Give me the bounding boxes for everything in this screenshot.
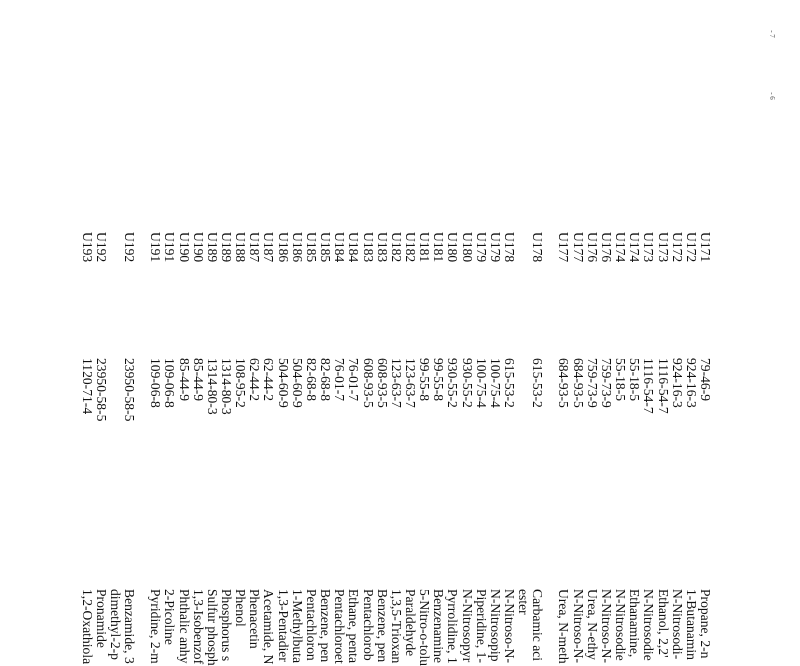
waste-code: U178 [502,232,518,263]
waste-code: U185 [303,232,319,263]
substance-name: Benzenamine [431,589,447,663]
substance-name: Propane, 2-n [698,589,713,659]
substance-name: 1,3-Pentadier [275,589,291,662]
waste-code: U185 [318,232,334,263]
cas-number: 55-18-5 [613,358,629,402]
substance-name: Sulfur phosph [204,589,220,666]
cas-number: 930-55-2 [445,358,461,408]
cas-number: 924-16-3 [669,358,685,408]
waste-code: U173 [641,232,657,263]
cas-number: 85-44-9 [190,358,206,402]
cas-number: 615-53-2 [530,358,546,408]
substance-name: Phenol [233,589,249,627]
waste-code: U184 [332,232,348,263]
waste-code: U190 [190,232,206,263]
cas-number: 1314-80-3 [204,358,220,415]
waste-code: U177 [570,232,586,263]
substance-name: N-Nitrosodie [613,589,629,661]
cas-number: 504-60-9 [289,358,305,408]
substance-name: Pentachloron [303,589,319,661]
waste-code: U190 [176,232,192,263]
cas-number: 76-01-7 [332,358,348,402]
substance-name: N-Nitrosopyr [459,589,475,663]
substance-name: N-Nitrosodi- [669,589,685,660]
substance-name: Piperidine, 1- [473,589,489,663]
cas-number: 1120-71-4 [79,358,95,415]
cas-number: 99-55-8 [431,358,447,402]
waste-code: U180 [445,232,461,263]
substance-name: Phthalic anhy [176,589,192,664]
substance-name: ester [516,589,532,615]
waste-code: U191 [162,232,178,263]
cas-number: 123-63-7 [403,358,418,408]
cas-number: 62-44-2 [261,358,277,402]
cas-number: 684-93-5 [570,358,586,408]
cas-number: 23950-58-5 [122,358,138,422]
waste-code: U178 [530,232,546,263]
cas-number: 85-44-9 [176,358,192,402]
cas-number: 930-55-2 [459,358,475,408]
cas-number: 109-06-8 [148,358,164,408]
waste-code: U181 [417,232,433,263]
waste-code: U186 [275,232,291,263]
waste-code: U189 [219,232,235,263]
cas-number: 100-75-4 [473,358,489,408]
substance-name: Benzamide, 3 [122,589,138,664]
substance-name: N-Nitroso-N- [570,589,586,663]
waste-code: U183 [374,232,390,263]
cas-number: 82-68-8 [318,358,334,402]
substance-name: Pyrrolidine, 1 [445,589,461,664]
substance-name: N-Nitrosopip [487,589,503,662]
substance-name: dimethyl-2-p [108,589,123,660]
substance-name: N-Nitrosodie [641,589,657,661]
cas-number: 55-18-5 [627,358,643,402]
waste-code: U174 [627,232,643,263]
substance-name: Benzene, pen [374,589,390,663]
substance-name: 5-Nitro-o-tolu [417,589,433,666]
waste-code: U193 [79,232,95,263]
cas-number: 608-93-5 [360,358,376,408]
waste-code: U176 [584,232,600,263]
substance-name: Phosphorus s [219,589,235,662]
cas-number: 1116-54-7 [641,358,657,414]
page-mark-1: - 7 [767,30,776,38]
waste-code: U173 [655,232,671,263]
substance-name: Acetamide, N [261,589,277,665]
waste-code: U186 [289,232,305,263]
waste-code: U182 [388,232,404,263]
substance-name: Pentachloroet [332,589,348,664]
substance-name: Phenacetin [247,589,263,649]
substance-name: Carbamic aci [530,589,546,662]
cas-number: 82-68-8 [303,358,319,402]
substance-name: 2-Picoline [162,589,178,645]
waste-code: U192 [93,232,109,263]
substance-name: 1-Methylbuta [289,589,305,663]
substance-name: Pentachlorob [360,589,376,661]
cas-number: 123-63-7 [388,358,404,408]
substance-name: 1,3,5-Trioxan [388,589,404,664]
waste-code: U192 [122,232,138,263]
waste-code: U174 [613,232,629,263]
waste-code: U184 [346,232,362,263]
waste-code: U183 [360,232,376,263]
hazardous-waste-table [72,232,713,666]
substance-name: Paraldehyde [403,589,418,657]
cas-number: 759-73-9 [598,358,614,408]
waste-code: U172 [669,232,685,263]
cas-number: 504-60-9 [275,358,291,408]
substance-name: Ethanamine, [627,589,643,658]
waste-code: U180 [459,232,475,263]
waste-code: U187 [261,232,277,263]
substance-name: 1-Butanamin [683,589,699,660]
substance-name: Urea, N-meth [556,589,572,664]
substance-name: 1,2-Oxathiola [79,589,95,665]
waste-code: U179 [487,232,503,263]
substance-name: Ethanol, 2,2' [655,589,671,658]
waste-code: U182 [403,232,418,263]
waste-code: U188 [233,232,249,263]
cas-number: 108-95-2 [233,358,249,408]
substance-name: 1,3-Isobenzof [190,589,206,665]
waste-code: U189 [204,232,220,263]
waste-code: U176 [598,232,614,263]
cas-number: 109-06-8 [162,358,178,408]
cas-number: 684-93-5 [556,358,572,408]
cas-number: 1116-54-7 [655,358,671,414]
cas-number: 99-55-8 [417,358,433,402]
waste-code: U191 [148,232,164,263]
cas-number: 1314-80-3 [219,358,235,415]
substance-name: Ethane, penta [346,589,362,663]
substance-name: Benzene, pen [318,589,334,663]
waste-code: U187 [247,232,263,263]
waste-code: U181 [431,232,447,263]
waste-code: U171 [698,232,713,263]
waste-code: U172 [683,232,699,263]
waste-code: U177 [556,232,572,263]
cas-number: 924-16-3 [683,358,699,408]
substance-name: Urea, N-ethy [584,589,600,660]
cas-number: 76-01-7 [346,358,362,402]
substance-name: N-Nitroso-N- [598,589,614,663]
cas-number: 100-75-4 [487,358,503,408]
substance-name: Pyridine, 2-m [148,589,164,664]
page-mark-2: - 6 [767,92,776,100]
cas-number: 608-93-5 [374,358,390,408]
substance-name: N-Nitroso-N- [502,589,518,663]
cas-number: 62-44-2 [247,358,263,402]
waste-code: U179 [473,232,489,263]
cas-number: 615-53-2 [502,358,518,408]
cas-number: 23950-58-5 [93,358,109,422]
cas-number: 79-46-9 [698,358,713,402]
cas-number: 759-73-9 [584,358,600,408]
substance-name: Pronamide [93,589,109,648]
